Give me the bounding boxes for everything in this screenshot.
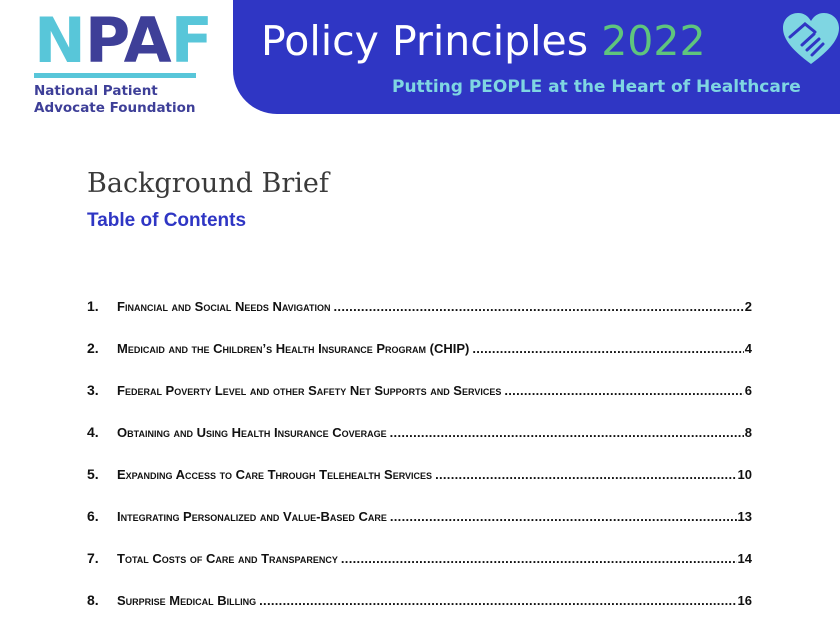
toc-entry-number: 6.: [87, 508, 99, 524]
toc-entry-number: 8.: [87, 592, 99, 608]
logo-letter-n: N: [34, 4, 85, 77]
toc-entry-number: 5.: [87, 466, 99, 482]
logo-wordmark: [34, 4, 212, 77]
toc-dot-leader: [472, 341, 743, 356]
toc-entry-number: 7.: [87, 550, 99, 566]
banner-title-text: Policy Principles: [261, 17, 589, 65]
toc-entry-page: 16: [737, 593, 752, 608]
toc-dot-leader: [334, 299, 744, 314]
toc-entry-4[interactable]: [87, 424, 752, 466]
toc-entry-page: 2: [744, 299, 752, 314]
logo-letters-pa: PA: [84, 4, 171, 77]
toc-dot-leader: [390, 425, 744, 440]
logo-name-line-2: Advocate Foundation: [34, 100, 196, 116]
toc-entry-title: Expanding Access to Care Through Telehealth Services: [117, 467, 433, 482]
toc-entry-number: 3.: [87, 382, 99, 398]
toc-entry-page: 13: [737, 509, 752, 524]
toc-dot-leader: [259, 593, 736, 608]
header-banner: [233, 0, 840, 114]
toc-entry-page: 8: [744, 425, 752, 440]
logo-name-line-1: National Patient: [34, 83, 158, 99]
document-title: Background Brief: [87, 168, 329, 199]
toc-entry-6[interactable]: [87, 508, 752, 550]
toc-entry-7[interactable]: [87, 550, 752, 592]
toc-entry-1[interactable]: [87, 298, 752, 340]
toc-dot-leader: [341, 551, 737, 566]
toc-heading: Table of Contents: [87, 210, 247, 231]
toc-entry-2[interactable]: [87, 340, 752, 382]
heart-handshake-icon: [782, 12, 840, 66]
toc-entry-title: Surprise Medical Billing: [117, 593, 257, 608]
toc-entry-title: Financial and Social Needs Navigation: [117, 299, 331, 314]
toc-dot-leader: [504, 383, 743, 398]
toc-entry-title: Integrating Personalized and Value-Based Care: [117, 509, 387, 524]
toc-entry-page: 14: [737, 551, 752, 566]
toc-dot-leader: [390, 509, 737, 524]
banner-subtitle: Putting PEOPLE at the Heart of Healthcare: [392, 77, 801, 97]
toc-dot-leader: [435, 467, 736, 482]
banner-title: [261, 14, 706, 68]
toc-entry-page: 4: [744, 341, 752, 356]
npaf-logo: [34, 4, 212, 117]
toc-entry-number: 2.: [87, 340, 99, 356]
toc-entry-number: 1.: [87, 298, 99, 314]
toc-entry-title: Medicaid and the Children’s Health Insurance Program (CHIP): [117, 341, 470, 356]
table-of-contents: [87, 298, 752, 634]
toc-entry-title: Federal Poverty Level and other Safety Net Supports and Services: [117, 383, 502, 398]
toc-entry-page: 6: [744, 383, 752, 398]
toc-entry-number: 4.: [87, 424, 99, 440]
logo-letter-f: F: [170, 4, 212, 77]
logo-organization-name: [34, 83, 204, 117]
toc-entry-page: 10: [737, 467, 752, 482]
toc-entry-3[interactable]: [87, 382, 752, 424]
toc-entry-5[interactable]: [87, 466, 752, 508]
toc-entry-8[interactable]: [87, 592, 752, 634]
banner-year: 2022: [601, 17, 706, 65]
toc-entry-title: Total Costs of Care and Transparency: [117, 551, 338, 566]
toc-entry-title: Obtaining and Using Health Insurance Coverage: [117, 425, 387, 440]
